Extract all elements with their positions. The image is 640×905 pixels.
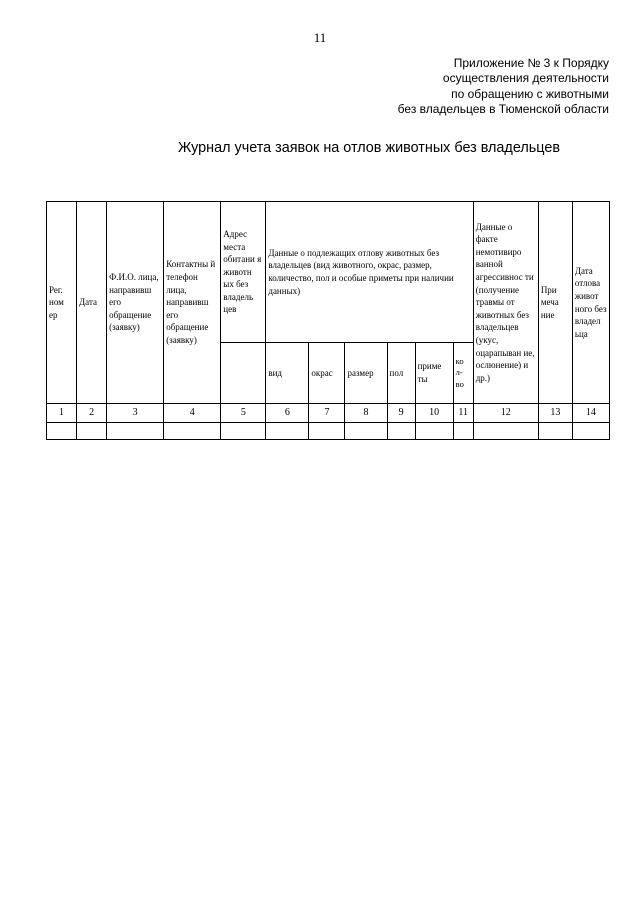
column-number: 1 <box>47 404 77 423</box>
header-fio: Ф.И.О. лица, направивш его обращение (заявку) <box>107 202 164 404</box>
document-title: Журнал учета заявок на отлов животных без владельцев <box>178 140 560 156</box>
table-cell <box>473 423 538 440</box>
subheader-marks: приме ты <box>415 343 453 404</box>
column-number: 3 <box>107 404 164 423</box>
appendix-line: Приложение № 3 к Порядку <box>453 56 609 70</box>
empty-data-row <box>47 423 610 440</box>
table-cell <box>572 423 609 440</box>
appendix-line: по обращению с животными <box>451 86 609 101</box>
subheader-count: ко л- во <box>453 343 473 404</box>
subheader-size: размер <box>345 343 387 404</box>
table-cell <box>538 423 572 440</box>
column-number: 14 <box>572 404 609 423</box>
column-numbers-row <box>47 404 610 423</box>
column-number: 10 <box>415 404 453 423</box>
table-cell <box>309 423 345 440</box>
table-cell <box>47 423 77 440</box>
column-number: 5 <box>221 404 266 423</box>
column-number: 11 <box>453 404 473 423</box>
table-cell <box>107 423 164 440</box>
header-row <box>47 202 610 343</box>
column-number: 4 <box>164 404 221 423</box>
table-cell <box>221 423 266 440</box>
column-number: 8 <box>345 404 387 423</box>
table-cell <box>266 423 309 440</box>
column-number: 7 <box>309 404 345 423</box>
header-animal-data: Данные о подлежащих отлову животных без владельцев (вид животного, окрас, размер, количество, пол и особые приметы при наличии данных) <box>266 202 473 343</box>
table-cell <box>164 423 221 440</box>
header-phone: Контактны й телефон лица, направивш его обращение (заявку) <box>164 202 221 404</box>
table-cell <box>345 423 387 440</box>
header-reg-number: Рег. ном ер <box>47 202 77 404</box>
appendix-line: без владельцев в Тюменской области <box>397 102 609 117</box>
table-cell <box>77 423 107 440</box>
appendix-note <box>398 56 609 118</box>
table-cell <box>387 423 415 440</box>
column-number: 9 <box>387 404 415 423</box>
header-date: Дата <box>77 202 107 404</box>
column-number: 12 <box>473 404 538 423</box>
table-cell <box>453 423 473 440</box>
table-cell <box>415 423 453 440</box>
page-number: 11 <box>313 30 327 45</box>
column-number: 2 <box>77 404 107 423</box>
header-note: При меча ние <box>538 202 572 404</box>
subheader-color: окрас <box>309 343 345 404</box>
appendix-line: осуществления деятельности <box>442 71 609 86</box>
journal-table <box>46 201 610 440</box>
column-number: 6 <box>266 404 309 423</box>
header-capture-date: Дата отлова живот ного без владел ьца <box>572 202 609 404</box>
column-number: 13 <box>538 404 572 423</box>
subheader-kind: вид <box>266 343 309 404</box>
header-address: Адрес места обитани я животн ых без владель цев <box>221 202 266 343</box>
header-aggression: Данные о факте немотивиро ванной агрессивнос ти (получение травмы от животных без владельцев (укус, оцарапыван ие, ослюнение) и др.) <box>473 202 538 404</box>
subheader-address-empty <box>221 343 266 404</box>
subheader-sex: пол <box>387 343 415 404</box>
